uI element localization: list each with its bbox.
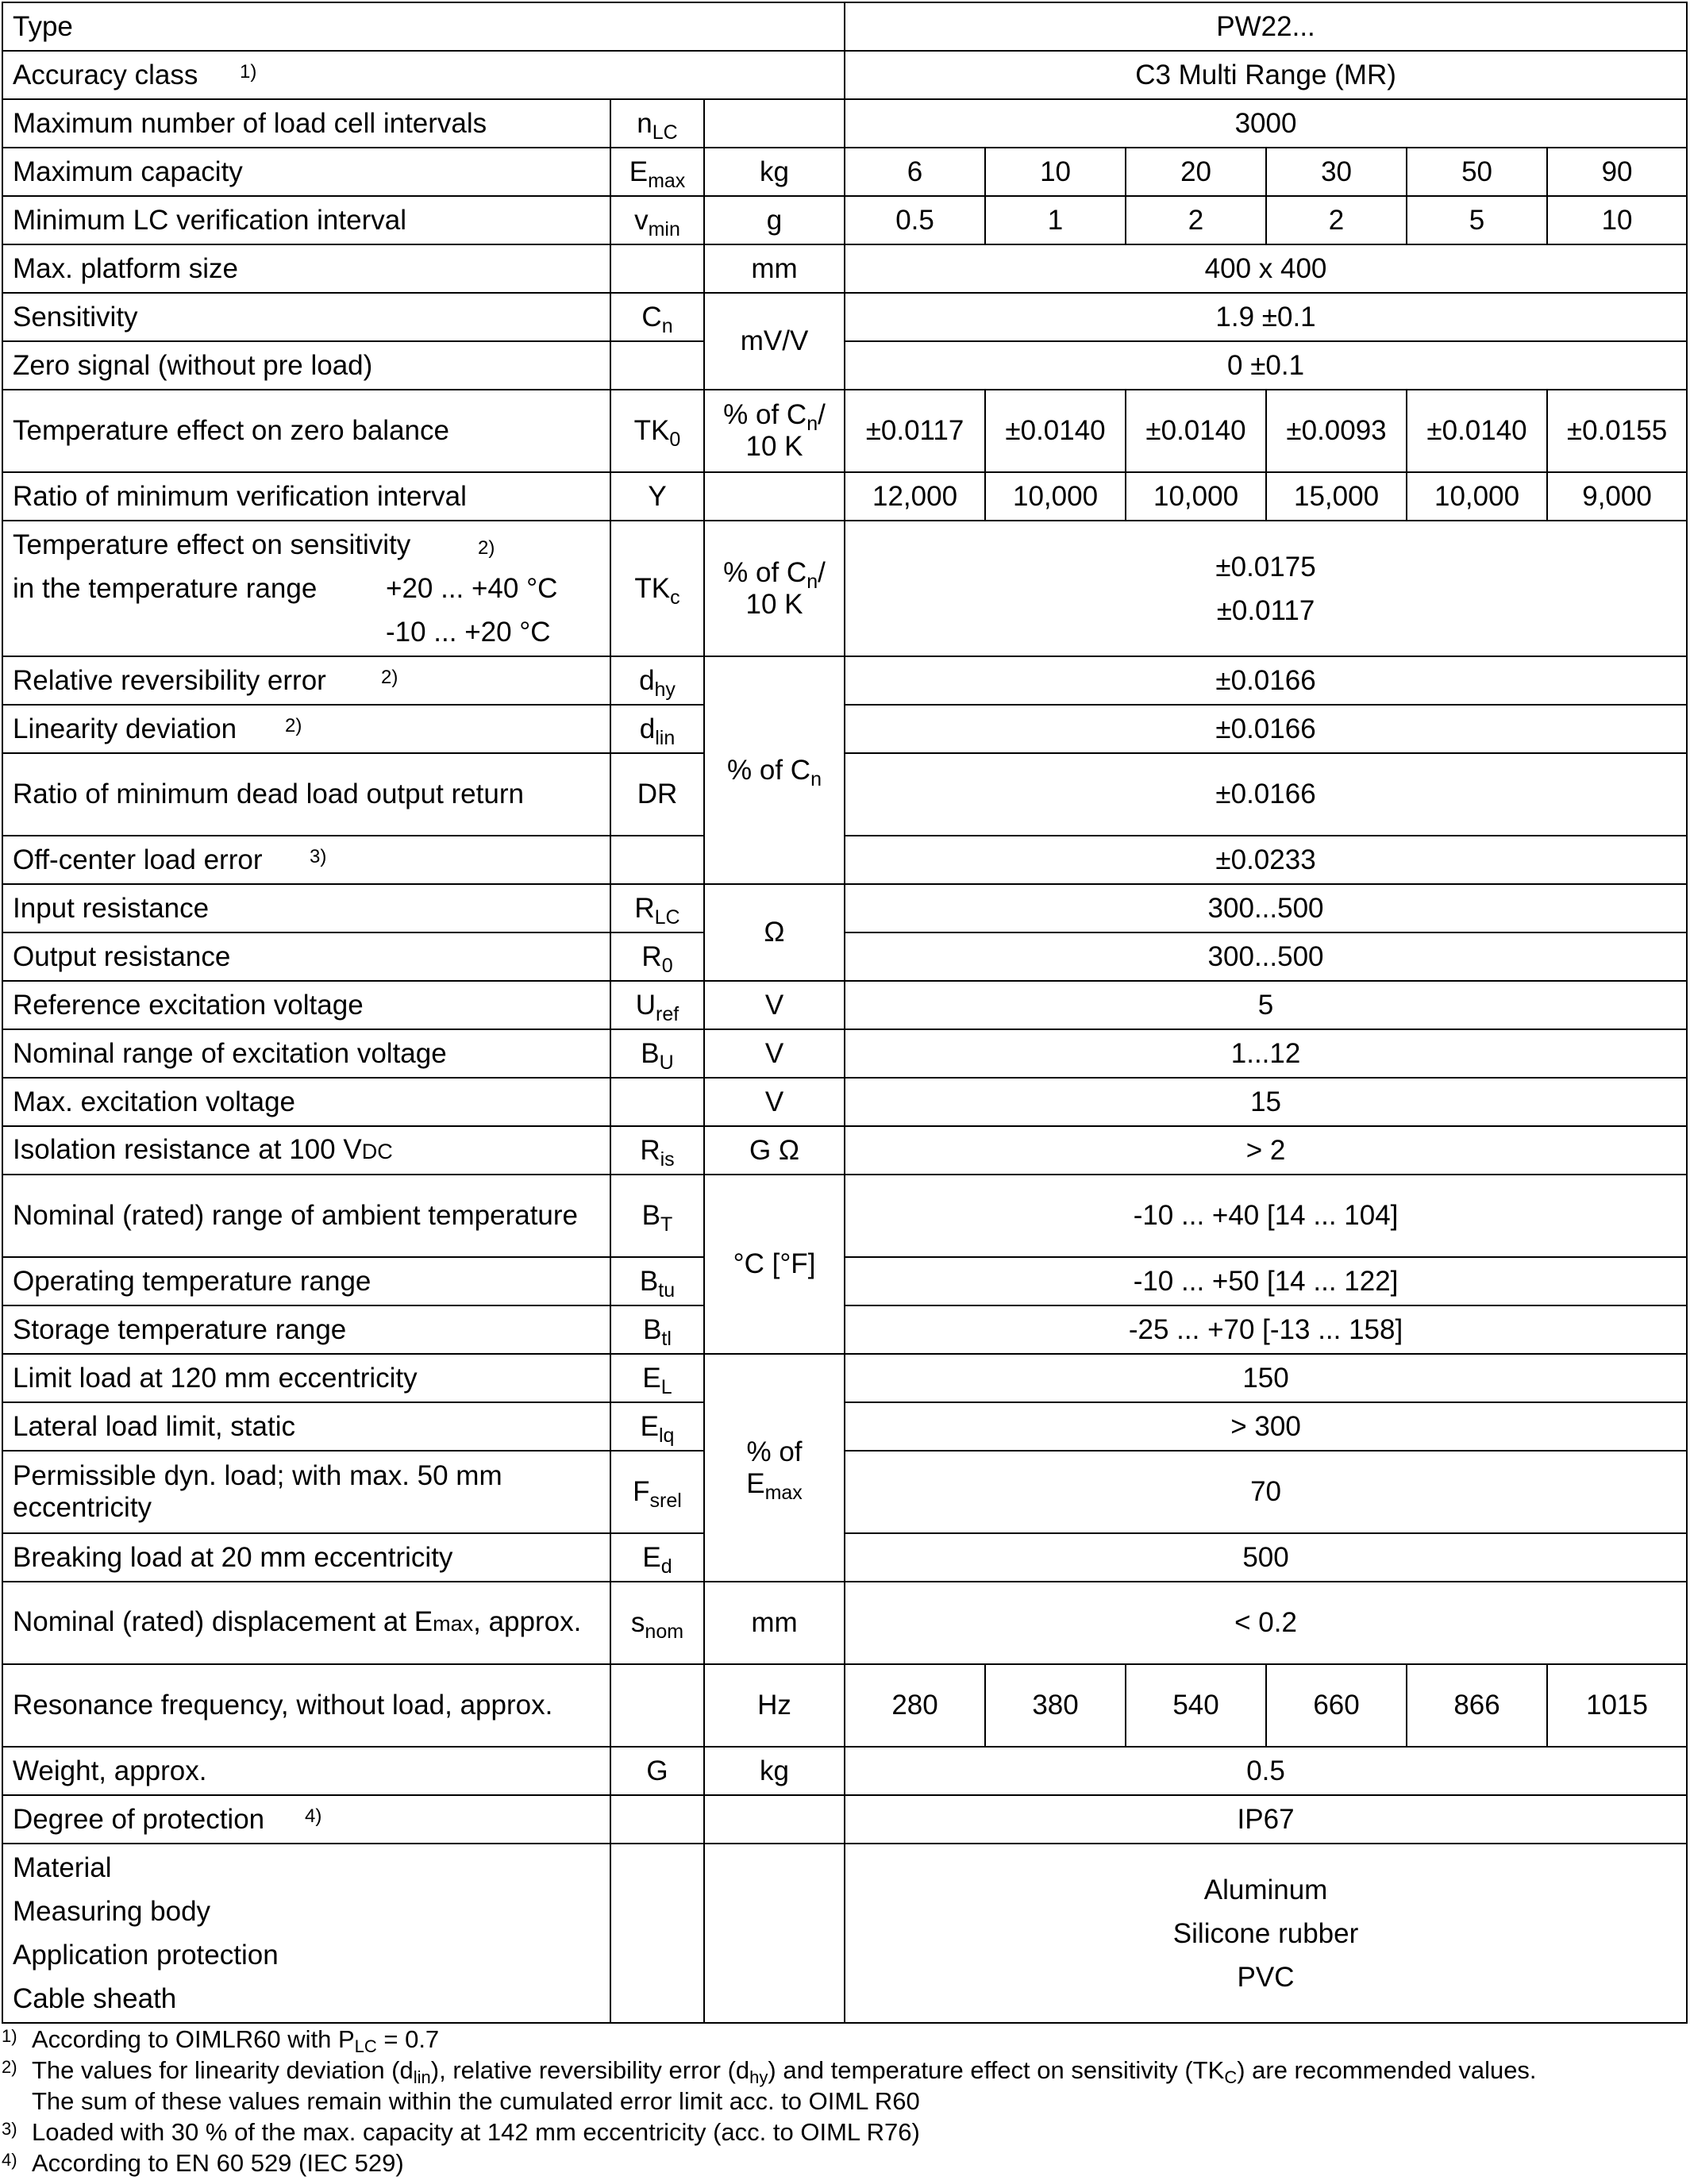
row-reversibility-error	[2, 656, 1687, 705]
tkc-unit: % of $C_n/$ 10 K	[704, 521, 845, 656]
tk0-value: ±0.0140	[1407, 390, 1547, 472]
ed-symbol: $E_d$	[610, 1533, 704, 1582]
uref-symbol: $U_{ref}$	[610, 981, 704, 1029]
tk0-unit: % of $C_n/$ 10 K	[704, 390, 845, 472]
row-maximum-capacity	[2, 148, 1687, 196]
footnote-4-number: 4)	[2, 2150, 17, 2170]
sensitivity-symbol: $C_n$	[610, 293, 704, 341]
measuring-body-value: Aluminum	[1203, 1874, 1328, 1905]
weight-label: Weight, approx.	[2, 1747, 610, 1795]
dr-symbol: DR	[610, 753, 704, 836]
row-verification-ratio	[2, 472, 1687, 521]
material-values	[845, 1844, 1687, 2023]
offcenter-label: Off-center load error	[13, 844, 263, 875]
load-unit: % of $E_{max}$	[704, 1354, 845, 1582]
y-label: Ratio of minimum verification interval	[2, 472, 610, 521]
vmin-value: 2	[1126, 196, 1266, 244]
tkc-range-1: +20 ... +40 °C	[386, 573, 558, 604]
ed-label: Breaking load at 20 mm eccentricity	[2, 1533, 610, 1582]
tk0-value: ±0.0140	[1126, 390, 1266, 472]
footnote-4: 4) According to EN 60 529 (IEC 529)	[2, 2147, 1684, 2178]
maxexc-label: Max. excitation voltage	[2, 1078, 610, 1126]
y-value: 10,000	[1126, 472, 1266, 521]
zero-label: Zero signal (without pre load)	[2, 341, 610, 390]
application-protection-label: Application protection	[13, 1940, 279, 1971]
type-label: Type	[2, 2, 845, 51]
row-reference-excitation	[2, 981, 1687, 1029]
dr-value: ±0.0166	[845, 753, 1687, 836]
row-excitation-range	[2, 1029, 1687, 1078]
row-linearity-deviation	[2, 705, 1687, 753]
vmin-unit: g	[704, 196, 845, 244]
protection-label: Degree of protection	[13, 1803, 265, 1835]
sensitivity-unit: mV/V	[704, 293, 845, 390]
vmin-value: 0.5	[845, 196, 985, 244]
dhy-value: ±0.0166	[845, 656, 1687, 705]
row-temperature-effect-sensitivity	[2, 521, 1687, 656]
row-ambient-temperature	[2, 1175, 1687, 1257]
intervals-unit	[704, 99, 845, 148]
platform-value: 400 x 400	[845, 244, 1687, 293]
bu-unit: V	[704, 1029, 845, 1078]
vmin-value: 1	[985, 196, 1126, 244]
material-label: Material	[13, 1852, 112, 1883]
cable-sheath-value: PVC	[1237, 1961, 1295, 1993]
y-value: 9,000	[1547, 472, 1687, 521]
capacity-label: Maximum capacity	[2, 148, 610, 196]
uref-value: 5	[845, 981, 1687, 1029]
footnote-1-number: 1)	[2, 2026, 17, 2046]
zero-value: 0 ±0.1	[845, 341, 1687, 390]
dhy-label-cell	[2, 656, 610, 705]
row-accuracy-class	[2, 51, 1687, 99]
capacity-value: 10	[985, 148, 1126, 196]
rlc-value: 300...500	[845, 884, 1687, 932]
row-platform-size	[2, 244, 1687, 293]
vmin-value: 2	[1266, 196, 1407, 244]
protection-label-cell	[2, 1795, 610, 1844]
material-symbol	[610, 1844, 704, 2023]
resistance-unit: Ω	[704, 884, 845, 981]
weight-unit: kg	[704, 1747, 845, 1795]
platform-label: Max. platform size	[2, 244, 610, 293]
material-label-cell	[2, 1844, 610, 2023]
y-value: 12,000	[845, 472, 985, 521]
tkc-value-1: ±0.0175	[1215, 551, 1316, 583]
dlin-label: Linearity deviation	[13, 713, 237, 744]
row-type	[2, 2, 1687, 51]
protection-value: IP67	[845, 1795, 1687, 1844]
tk0-value: ±0.0155	[1547, 390, 1687, 472]
dlin-symbol: $d_{lin}$	[610, 705, 704, 753]
dlin-label-cell	[2, 705, 610, 753]
vmin-value: 10	[1547, 196, 1687, 244]
offcenter-value: ±0.0233	[845, 836, 1687, 884]
footnotes	[2, 2024, 1684, 2178]
r0-value: 300...500	[845, 932, 1687, 981]
btl-value: -25 ... +70 [-13 ... 158]	[845, 1305, 1687, 1354]
capacity-value: 30	[1266, 148, 1407, 196]
offcenter-footnote: 3)	[310, 846, 327, 867]
row-resonance-frequency	[2, 1664, 1687, 1747]
uref-unit: V	[704, 981, 845, 1029]
row-weight	[2, 1747, 1687, 1795]
resonance-value: 280	[845, 1664, 985, 1747]
platform-symbol	[610, 244, 704, 293]
y-value: 15,000	[1266, 472, 1407, 521]
application-protection-value: Silicone rubber	[1172, 1917, 1359, 1949]
specification-table	[2, 2, 1688, 2024]
maxexc-unit: V	[704, 1078, 845, 1126]
resonance-value: 660	[1266, 1664, 1407, 1747]
row-material	[2, 1844, 1687, 2023]
btu-value: -10 ... +50 [14 ... 122]	[845, 1257, 1687, 1305]
ed-value: 500	[845, 1533, 1687, 1582]
row-zero-signal	[2, 341, 1687, 390]
accuracy-label-cell	[2, 51, 845, 99]
row-breaking-load	[2, 1533, 1687, 1582]
btl-label: Storage temperature range	[2, 1305, 610, 1354]
weight-value: 0.5	[845, 1747, 1687, 1795]
resonance-unit: Hz	[704, 1664, 845, 1747]
row-input-resistance	[2, 884, 1687, 932]
bt-label: Nominal (rated) range of ambient temperature	[2, 1175, 610, 1257]
row-isolation-resistance	[2, 1126, 1687, 1175]
snom-unit: mm	[704, 1582, 845, 1664]
capacity-value: 20	[1126, 148, 1266, 196]
vmin-value: 5	[1407, 196, 1547, 244]
row-output-resistance	[2, 932, 1687, 981]
offcenter-label-cell	[2, 836, 610, 884]
r0-symbol: $R_0$	[610, 932, 704, 981]
row-operating-temperature	[2, 1257, 1687, 1305]
intervals-label: Maximum number of load cell intervals	[2, 99, 610, 148]
intervals-value: 3000	[845, 99, 1687, 148]
row-lateral-load	[2, 1402, 1687, 1451]
capacity-value: 90	[1547, 148, 1687, 196]
y-symbol: Y	[610, 472, 704, 521]
uref-label: Reference excitation voltage	[2, 981, 610, 1029]
offcenter-symbol	[610, 836, 704, 884]
el-label: Limit load at 120 mm eccentricity	[2, 1354, 610, 1402]
row-sensitivity	[2, 293, 1687, 341]
bt-symbol: $B_T$	[610, 1175, 704, 1257]
dhy-unit: % of $C_n$	[704, 656, 845, 884]
resonance-label: Resonance frequency, without load, approx.	[2, 1664, 610, 1747]
ris-label: Isolation resistance at 100 VDC	[2, 1126, 610, 1175]
accuracy-footnote: 1)	[240, 61, 257, 83]
maxexc-symbol	[610, 1078, 704, 1126]
tkc-values	[845, 521, 1687, 656]
rlc-symbol: $R_{LC}$	[610, 884, 704, 932]
sensitivity-value: 1.9 ±0.1	[845, 293, 1687, 341]
tkc-label: Temperature effect on sensitivity	[13, 529, 411, 560]
accuracy-value: C3 Multi Range (MR)	[845, 51, 1687, 99]
row-dynamic-load	[2, 1451, 1687, 1533]
elq-symbol: $E_{lq}$	[610, 1402, 704, 1451]
row-load-cell-intervals	[2, 99, 1687, 148]
btu-symbol: $B_{tu}$	[610, 1257, 704, 1305]
material-unit	[704, 1844, 845, 2023]
footnote-3: 3) Loaded with 30 % of the max. capacity at 142 mm eccentricity (acc. to OIML R76)	[2, 2117, 1684, 2147]
dlin-value: ±0.0166	[845, 705, 1687, 753]
footnote-3-number: 3)	[2, 2119, 17, 2139]
dhy-label: Relative reversibility error	[13, 664, 326, 696]
resonance-value: 1015	[1547, 1664, 1687, 1747]
tkc-range-label: in the temperature range	[13, 573, 318, 604]
bt-value: -10 ... +40 [14 ... 104]	[845, 1175, 1687, 1257]
capacity-unit: kg	[704, 148, 845, 196]
row-degree-of-protection	[2, 1795, 1687, 1844]
tk0-value: ±0.0117	[845, 390, 985, 472]
bu-value: 1...12	[845, 1029, 1687, 1078]
snom-symbol: $s_{nom}$	[610, 1582, 704, 1664]
protection-footnote: 4)	[305, 1805, 322, 1827]
rlc-label: Input resistance	[2, 884, 610, 932]
vmin-symbol: $v_{min}$	[610, 196, 704, 244]
intervals-symbol: $n_{LC}$	[610, 99, 704, 148]
fsrel-label: Permissible dyn. load; with max. 50 mm eccentricity	[2, 1451, 610, 1533]
maxexc-value: 15	[845, 1078, 1687, 1126]
cable-sheath-label: Cable sheath	[13, 1983, 177, 2014]
footnote-2-number: 2)	[2, 2057, 17, 2077]
ris-value: > 2	[845, 1126, 1687, 1175]
protection-symbol	[610, 1795, 704, 1844]
row-max-excitation	[2, 1078, 1687, 1126]
type-value: PW22...	[845, 2, 1687, 51]
resonance-value: 540	[1126, 1664, 1266, 1747]
row-minimum-verification-interval	[2, 196, 1687, 244]
tk0-label: Temperature effect on zero balance	[2, 390, 610, 472]
fsrel-symbol: $F_{srel}$	[610, 1451, 704, 1533]
capacity-value: 6	[845, 148, 985, 196]
snom-label: Nominal (rated) displacement at Emax, approx.	[2, 1582, 610, 1664]
fsrel-value: 70	[845, 1451, 1687, 1533]
y-value: 10,000	[985, 472, 1126, 521]
tk0-symbol: $TK_0$	[610, 390, 704, 472]
dhy-symbol: $d_{hy}$	[610, 656, 704, 705]
row-displacement	[2, 1582, 1687, 1664]
resonance-symbol	[610, 1664, 704, 1747]
btu-label: Operating temperature range	[2, 1257, 610, 1305]
r0-label: Output resistance	[2, 932, 610, 981]
bu-symbol: $B_U$	[610, 1029, 704, 1078]
capacity-value: 50	[1407, 148, 1547, 196]
tkc-footnote: 2)	[478, 537, 495, 559]
resonance-value: 866	[1407, 1664, 1547, 1747]
tk0-value: ±0.0140	[985, 390, 1126, 472]
weight-symbol: G	[610, 1747, 704, 1795]
row-dead-load-return	[2, 753, 1687, 836]
resonance-value: 380	[985, 1664, 1126, 1747]
row-limit-load	[2, 1354, 1687, 1402]
el-value: 150	[845, 1354, 1687, 1402]
tkc-range-2: -10 ... +20 °C	[386, 617, 551, 648]
temperature-unit: °C [°F]	[704, 1175, 845, 1354]
row-off-center-load	[2, 836, 1687, 884]
zero-symbol	[610, 341, 704, 390]
tkc-value-2: ±0.0117	[1216, 594, 1315, 626]
elq-value: > 300	[845, 1402, 1687, 1451]
accuracy-label: Accuracy class	[13, 59, 198, 90]
footnote-2: 2) The values for linearity deviation $(d_{lin})$, relative reversibility error $(d_{hy})$ and temperature effect on sensitivity $(TK_C)$ are recommended values. The sum of these values remain within the cumulated error limit acc. to OIML R60	[2, 2055, 1684, 2117]
tkc-label-cell	[2, 521, 610, 656]
tk0-value: ±0.0093	[1266, 390, 1407, 472]
btl-symbol: $B_{tl}$	[610, 1305, 704, 1354]
ris-unit: G Ω	[704, 1126, 845, 1175]
platform-unit: mm	[704, 244, 845, 293]
measuring-body-label: Measuring body	[13, 1896, 211, 1927]
dhy-footnote: 2)	[381, 667, 398, 688]
elq-label: Lateral load limit, static	[2, 1402, 610, 1451]
el-symbol: $E_L$	[610, 1354, 704, 1402]
footnote-1: 1) According to OIMLR60 with $P_{LC} = 0.7$	[2, 2024, 1684, 2055]
row-storage-temperature	[2, 1305, 1687, 1354]
row-temperature-effect-zero	[2, 390, 1687, 472]
ris-symbol: $R_{is}$	[610, 1126, 704, 1175]
bu-label: Nominal range of excitation voltage	[2, 1029, 610, 1078]
dr-label: Ratio of minimum dead load output return	[2, 753, 610, 836]
dlin-footnote: 2)	[285, 715, 302, 736]
vmin-label: Minimum LC verification interval	[2, 196, 610, 244]
protection-unit	[704, 1795, 845, 1844]
capacity-symbol: $E_{max}$	[610, 148, 704, 196]
y-value: 10,000	[1407, 472, 1547, 521]
snom-value: < 0.2	[845, 1582, 1687, 1664]
sensitivity-label: Sensitivity	[2, 293, 610, 341]
tkc-symbol: $TK_c$	[610, 521, 704, 656]
y-unit	[704, 472, 845, 521]
